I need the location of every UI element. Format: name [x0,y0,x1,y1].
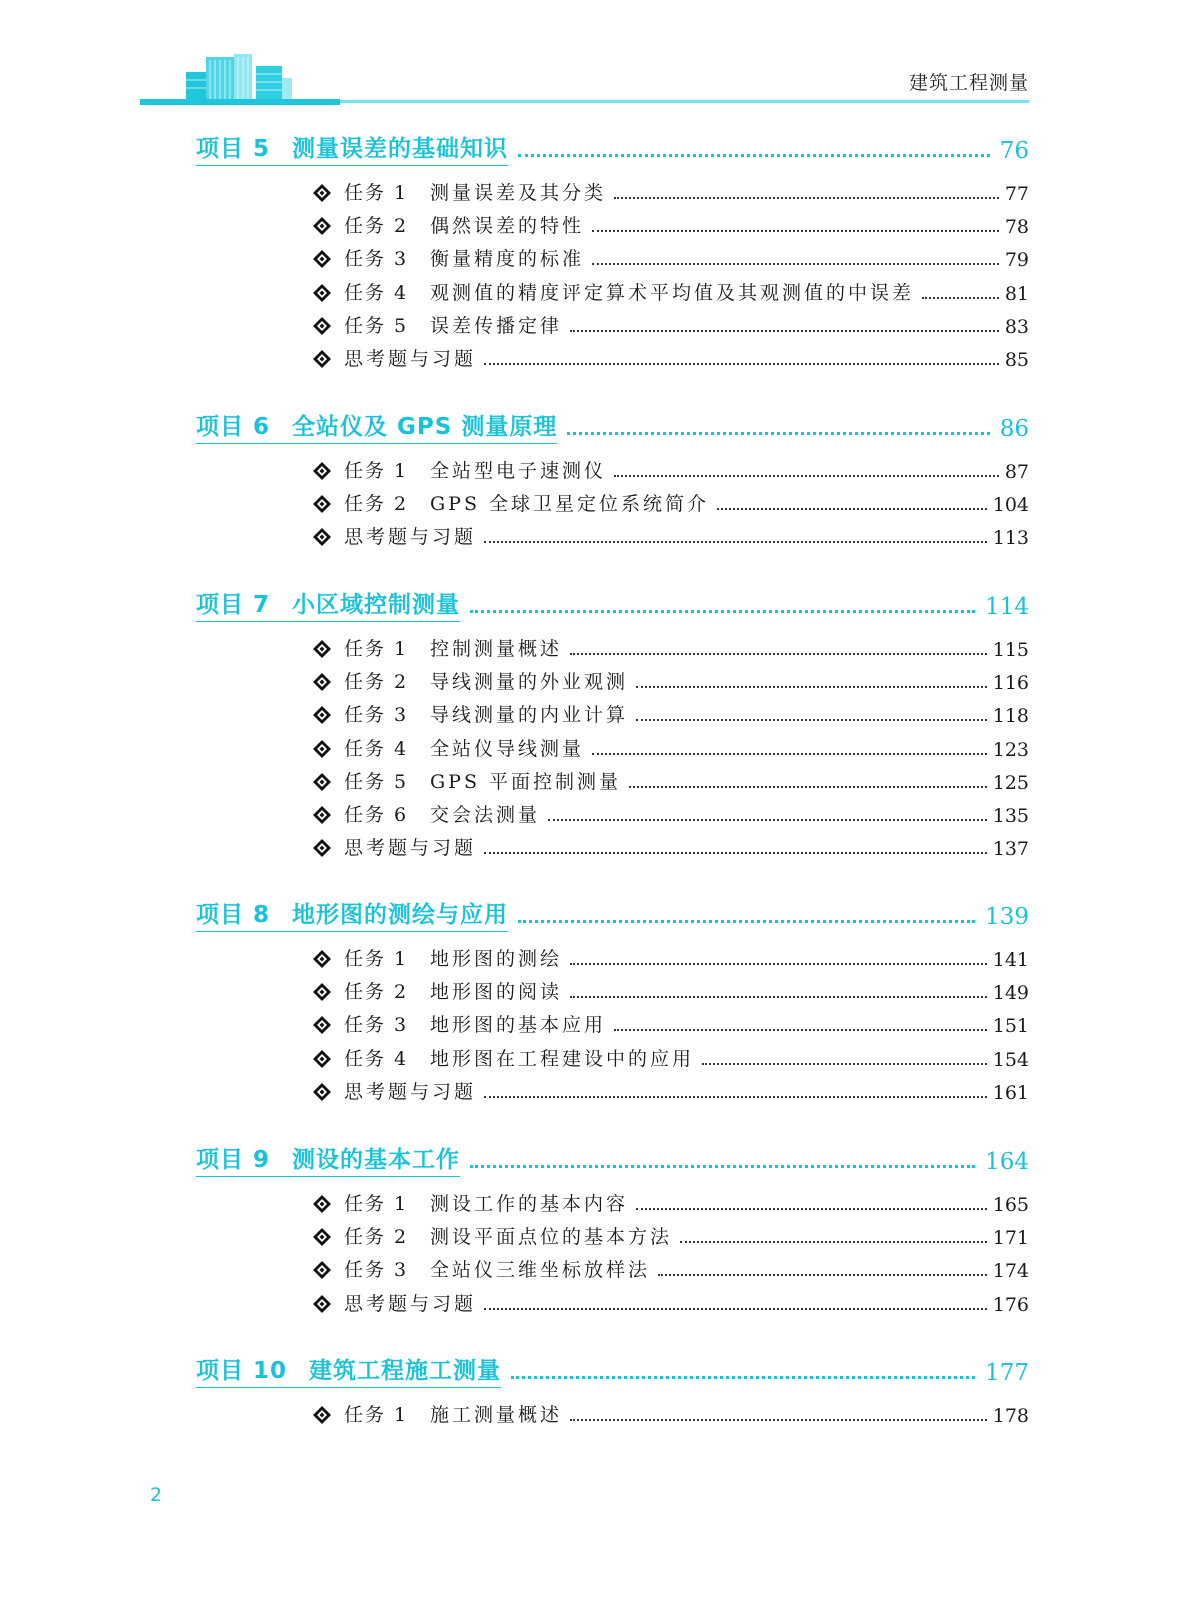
leader-dots [592,263,999,265]
leader-dots [484,363,999,365]
leader-dots [592,753,987,755]
toc-entry[interactable] [312,668,1029,694]
task-label: 任务 2 [344,215,409,238]
leader-dots [470,1165,975,1168]
entry-page-number: 154 [992,1048,1029,1071]
diamond-bullet-icon [312,1015,332,1035]
task-label: 任务 5 [344,770,409,793]
entry-title: 测设工作的基本内容 [430,1193,629,1215]
toc-entry[interactable] [312,1078,1029,1104]
entry-page-number: 116 [992,672,1029,695]
leader-dots [614,197,999,199]
toc-entry[interactable] [312,1011,1029,1037]
leader-dots [717,508,987,510]
section-page-number: 114 [985,594,1029,620]
diamond-bullet-icon [312,1294,332,1314]
section-title: 小区域控制测量 [292,592,461,618]
toc-entry[interactable] [312,945,1029,971]
leader-dots [484,852,987,854]
book-title: 建筑工程测量 [908,72,1029,94]
entry-page-number: 161 [992,1081,1029,1104]
section-label [196,586,460,622]
entry-title: 误差传播定律 [430,314,563,337]
task-label: 任务 5 [344,314,409,337]
toc-entry[interactable] [312,212,1029,238]
leader-dots [636,719,987,721]
leader-dots [567,432,989,435]
entry-title: GPS 平面控制测量 [430,770,622,793]
toc-entry[interactable] [312,1190,1029,1216]
leader-dots [592,230,999,232]
entry-page-number: 176 [992,1293,1029,1316]
leader-dots [570,1419,987,1421]
section-page-number: 139 [985,904,1029,930]
entry-title: 导线测量的内业计算 [430,704,629,727]
section-heading[interactable] [196,898,1029,932]
diamond-bullet-icon [312,772,332,792]
task-label: 任务 6 [344,804,409,826]
toc-entry[interactable] [312,312,1029,338]
section-number: 项目 7 [196,592,271,618]
toc-entry[interactable] [312,1290,1029,1316]
toc-entry[interactable] [312,1401,1029,1427]
task-label: 任务 2 [344,671,409,694]
diamond-bullet-icon [312,1405,332,1425]
toc-entry[interactable] [312,179,1029,205]
entry-title: 全站仪三维坐标放样法 [430,1259,651,1282]
section-number: 项目 10 [196,1358,288,1384]
task-label: 任务 3 [344,1014,409,1037]
toc-entry[interactable] [312,701,1029,727]
diamond-bullet-icon [312,672,332,692]
diamond-bullet-icon [312,639,332,659]
toc-entry[interactable] [312,245,1029,271]
diamond-bullet-icon [312,494,332,514]
diamond-bullet-icon [312,216,332,236]
toc-entry[interactable] [312,457,1029,483]
header-rule-thick [140,99,340,105]
task-label: 任务 2 [344,1226,409,1249]
entry-page-number: 125 [992,771,1029,794]
diamond-bullet-icon [312,739,332,759]
leader-dots [511,1376,975,1379]
section-page-number: 164 [985,1149,1029,1175]
toc-entry[interactable] [312,978,1029,1004]
toc-entry[interactable] [312,834,1029,860]
task-label: 任务 1 [344,948,409,970]
leader-dots [922,297,999,299]
section-title: 建筑工程施工测量 [309,1358,502,1384]
section-number: 项目 8 [196,902,271,928]
leader-dots [702,1063,987,1065]
diamond-bullet-icon [312,316,332,336]
diamond-bullet-icon [312,1194,332,1214]
entry-title: 地形图的测绘 [430,948,563,970]
diamond-bullet-icon [312,838,332,858]
leader-dots [658,1274,987,1276]
diamond-bullet-icon [312,1227,332,1247]
entry-page-number: 104 [992,494,1029,517]
diamond-bullet-icon [312,1049,332,1069]
entry-title: 交会法测量 [430,804,541,826]
entry-page-number: 141 [992,949,1029,971]
task-label: 任务 3 [344,704,409,727]
toc-entry[interactable] [312,735,1029,761]
task-label: 任务 1 [344,1193,409,1215]
task-label: 任务 1 [344,460,409,482]
leader-dots [470,610,975,613]
section-page-number: 177 [985,1360,1029,1386]
toc-entry[interactable] [312,1045,1029,1071]
task-label: 任务 3 [344,248,409,271]
diamond-bullet-icon [312,283,332,303]
task-label: 任务 4 [344,281,409,304]
task-label: 任务 4 [344,737,409,760]
diamond-bullet-icon [312,1082,332,1102]
entry-page-number: 123 [992,738,1029,761]
entry-title: 思考题与习题 [344,526,477,549]
leader-dots [614,1029,987,1031]
leader-dots [518,154,990,157]
task-label: 任务 1 [344,638,409,660]
section-heading[interactable] [196,132,1029,166]
entry-title: 地形图的阅读 [430,981,563,1004]
entry-page-number: 178 [992,1405,1029,1427]
section-heading[interactable] [196,1354,1029,1388]
section-label [196,1352,501,1388]
entry-page-number: 79 [1004,249,1029,272]
diamond-bullet-icon [312,461,332,481]
section-heading[interactable] [196,1143,1029,1177]
leader-dots [570,653,987,655]
entry-page-number: 85 [1004,349,1029,371]
task-label: 任务 1 [344,182,409,204]
leader-dots [518,920,975,923]
entry-title: 偶然误差的特性 [430,215,585,238]
section-page-number: 86 [999,416,1029,442]
diamond-bullet-icon [312,249,332,269]
entry-title: 地形图的基本应用 [430,1014,607,1037]
section-title: 测设的基本工作 [292,1147,461,1173]
leader-dots [680,1241,987,1243]
section-number: 项目 5 [196,136,271,162]
section-label [196,896,508,932]
section-number: 项目 6 [196,414,271,440]
leader-dots [548,819,987,821]
entry-page-number: 78 [1004,216,1029,239]
toc-entry[interactable] [312,635,1029,661]
entry-page-number: 137 [992,838,1029,861]
entry-page-number: 118 [992,705,1029,728]
section-label [196,1141,460,1177]
entry-page-number: 135 [992,805,1029,827]
leader-dots [484,1308,987,1310]
diamond-bullet-icon [312,1260,332,1280]
entry-title: 地形图在工程建设中的应用 [430,1047,695,1070]
leader-dots [614,475,999,477]
section-label [196,408,557,444]
diamond-bullet-icon [312,805,332,825]
leader-dots [570,330,999,332]
entry-page-number: 165 [992,1194,1029,1216]
toc-entry[interactable] [312,279,1029,305]
entry-title: 观测值的精度评定算术平均值及其观测值的中误差 [430,281,915,304]
entry-page-number: 77 [1004,183,1029,205]
section-page-number: 76 [999,138,1029,164]
page-number: 2 [150,1484,163,1506]
entry-title: 控制测量概述 [430,638,563,660]
task-label: 任务 1 [344,1404,409,1426]
entry-title: 全站仪导线测量 [430,737,585,760]
section-title: 全站仪及 GPS 测量原理 [292,414,558,440]
leader-dots [636,1208,987,1210]
buildings-logo-icon [186,54,292,101]
entry-page-number: 83 [1004,315,1029,338]
leader-dots [629,786,987,788]
section-label [196,130,508,166]
task-label: 任务 2 [344,981,409,1004]
diamond-bullet-icon [312,705,332,725]
entry-page-number: 174 [992,1260,1029,1283]
toc-entry[interactable] [312,345,1029,371]
entry-page-number: 171 [992,1227,1029,1250]
leader-dots [484,541,987,543]
toc-entry[interactable] [312,768,1029,794]
diamond-bullet-icon [312,982,332,1002]
leader-dots [636,686,987,688]
entry-title: 导线测量的外业观测 [430,671,629,694]
entry-page-number: 149 [992,982,1029,1005]
toc-entry[interactable] [312,1223,1029,1249]
entry-title: 思考题与习题 [344,1080,477,1103]
entry-title: 衡量精度的标准 [430,248,585,271]
entry-title: 思考题与习题 [344,1292,477,1315]
entry-title: 测量误差及其分类 [430,182,607,204]
diamond-bullet-icon [312,527,332,547]
leader-dots [570,963,987,965]
entry-page-number: 151 [992,1015,1029,1038]
diamond-bullet-icon [312,949,332,969]
entry-page-number: 87 [1004,461,1029,483]
entry-page-number: 81 [1004,282,1029,305]
section-number: 项目 9 [196,1147,271,1173]
leader-dots [570,996,987,998]
task-label: 任务 4 [344,1047,409,1070]
entry-title: 思考题与习题 [344,837,477,860]
entry-title: 全站型电子速测仪 [430,460,607,482]
toc-entry[interactable] [312,801,1029,827]
entry-title: 思考题与习题 [344,348,477,370]
page-header [0,0,1187,110]
entry-title: GPS 全球卫星定位系统简介 [430,493,710,516]
section-heading[interactable] [196,588,1029,622]
leader-dots [484,1096,987,1098]
header-rule [340,100,1029,103]
section-title: 测量误差的基础知识 [292,136,509,162]
entry-title: 施工测量概述 [430,1404,563,1426]
toc-entry[interactable] [312,1256,1029,1282]
entry-title: 测设平面点位的基本方法 [430,1226,673,1249]
diamond-bullet-icon [312,183,332,203]
task-label: 任务 2 [344,493,409,516]
toc-entry[interactable] [312,523,1029,549]
section-heading[interactable] [196,410,1029,444]
task-label: 任务 3 [344,1259,409,1282]
diamond-bullet-icon [312,349,332,369]
toc-entry[interactable] [312,490,1029,516]
entry-page-number: 113 [992,527,1029,550]
entry-page-number: 115 [992,639,1029,661]
section-title: 地形图的测绘与应用 [292,902,509,928]
